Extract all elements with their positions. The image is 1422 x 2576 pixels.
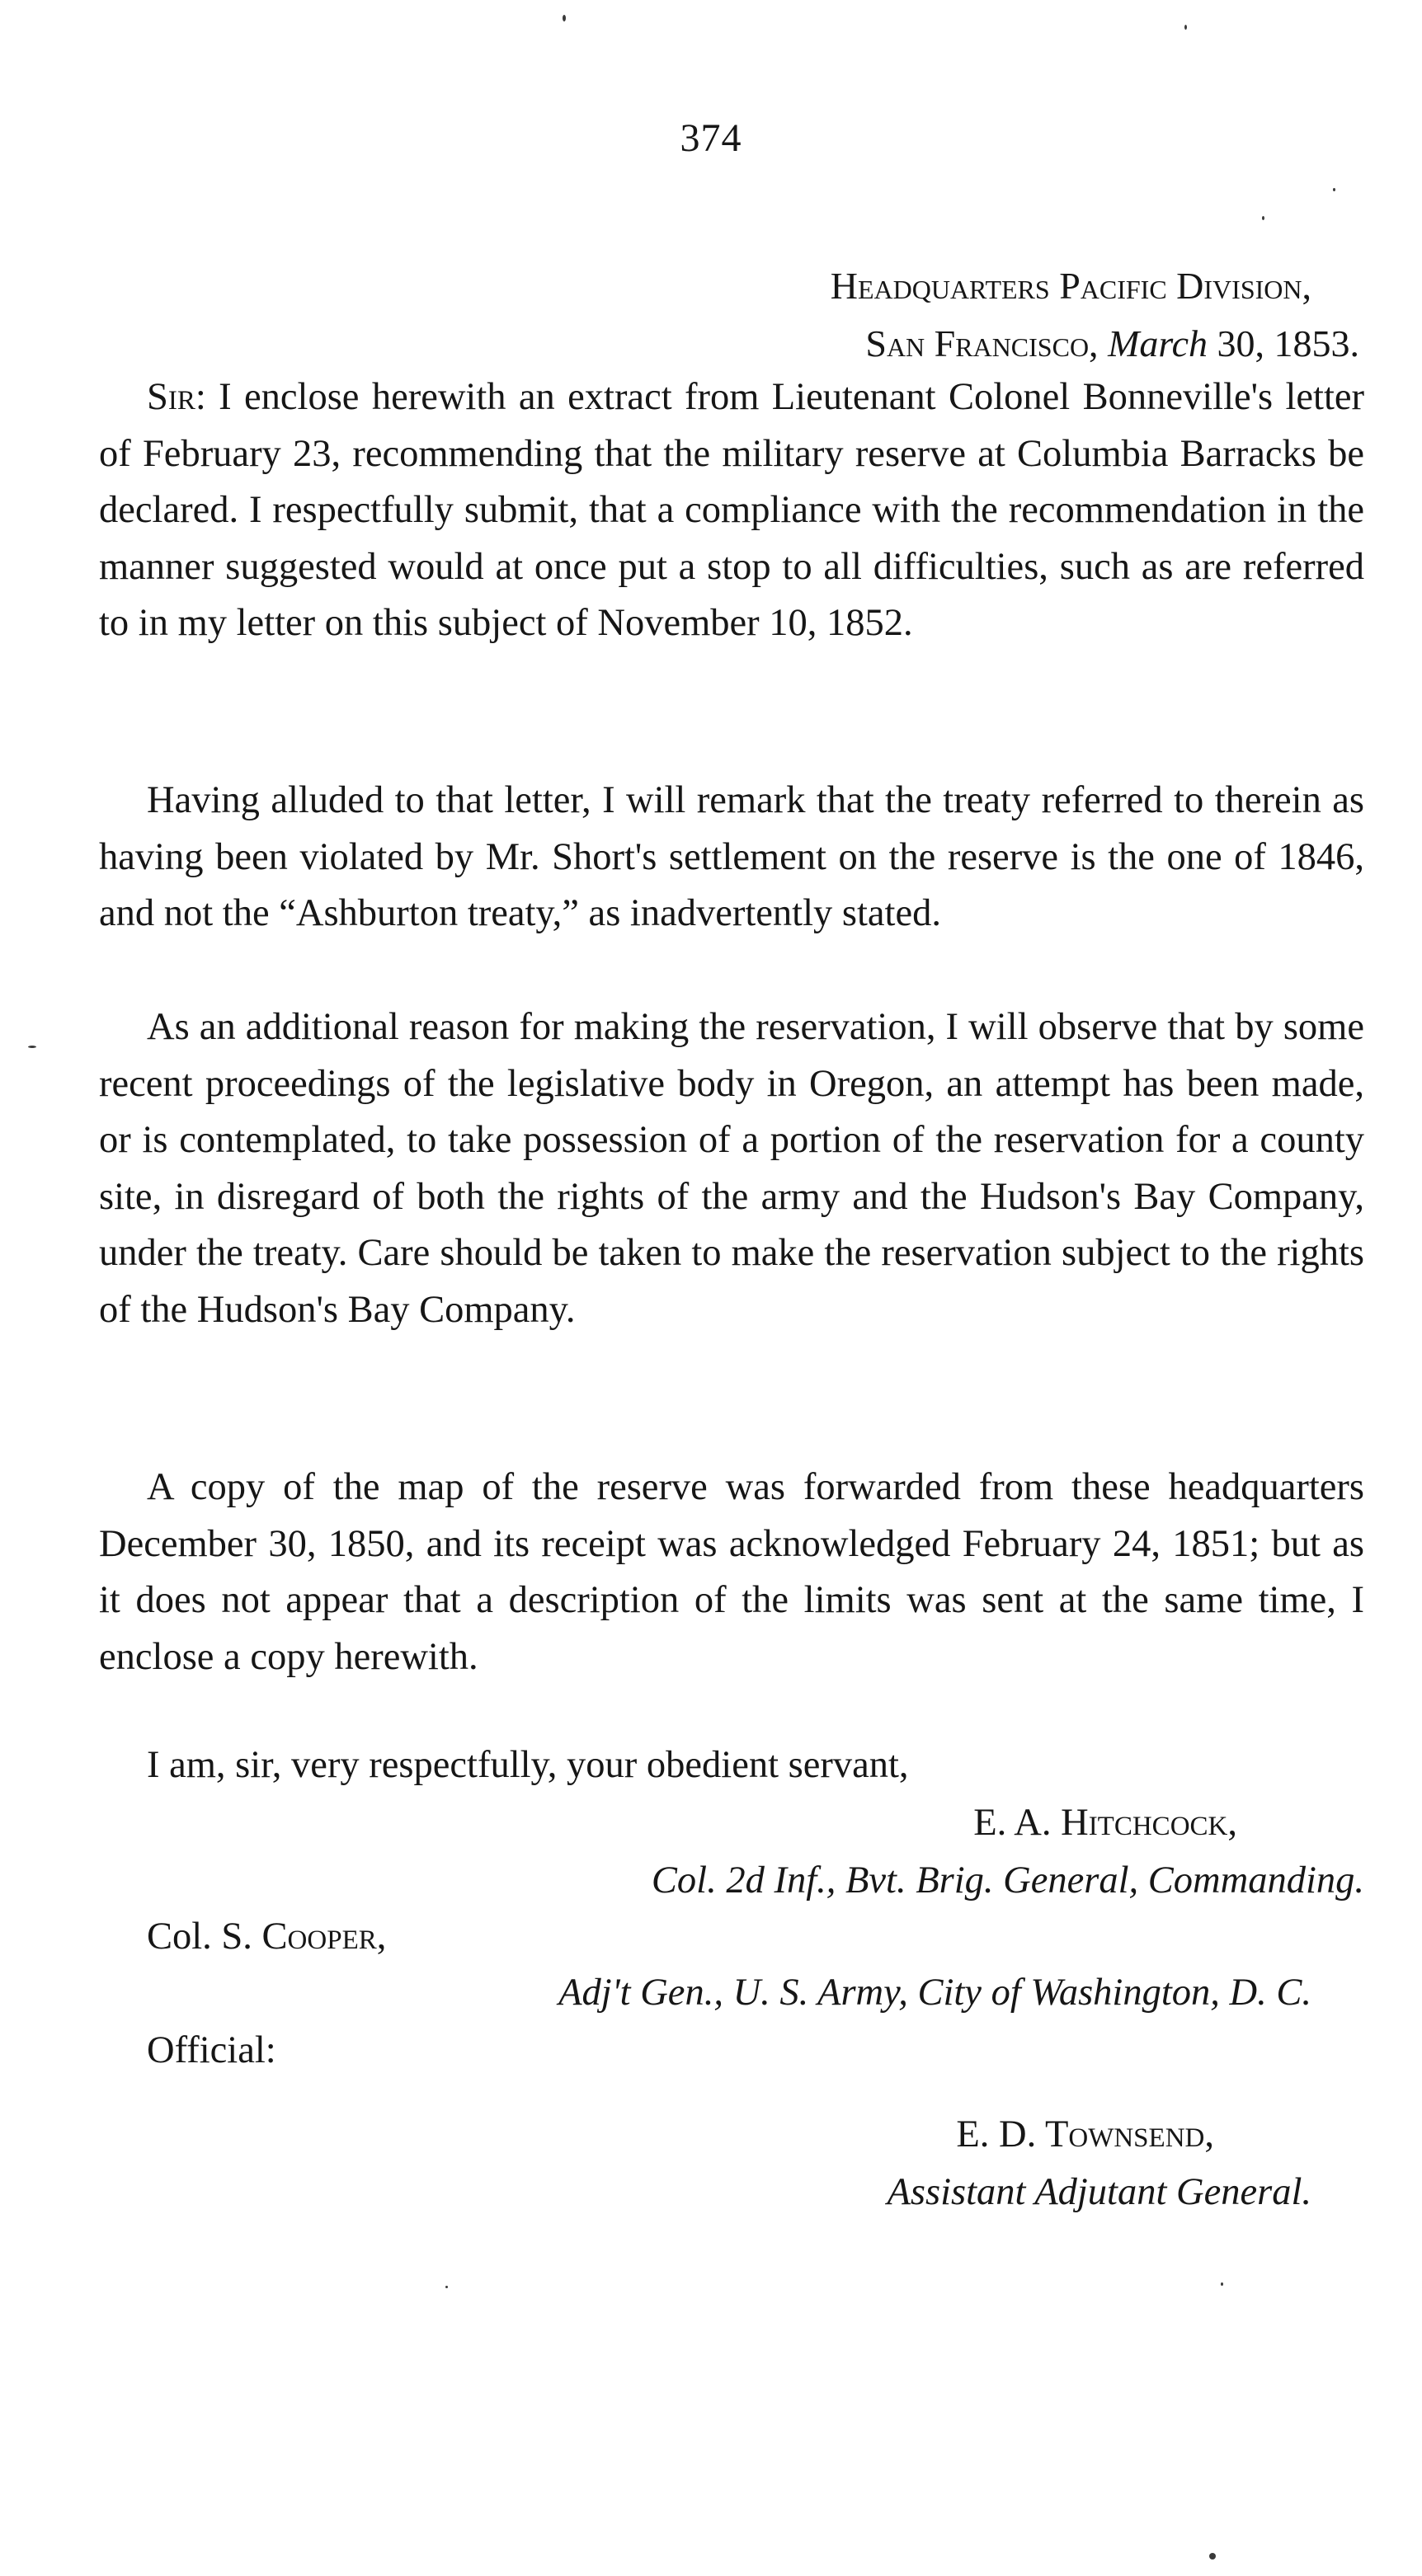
addressee-surname: Cooper, bbox=[261, 1916, 387, 1958]
official-signature-title: Assistant Adjutant General. bbox=[887, 2171, 1311, 2213]
paragraph-3-text: As an additional reason for making the reservation, I will observe that by some recent proceedings of the legislative body in Oregon, an attempt has been made, or is contemplated, to take possession of a portion of the reservation for a county site, in disregard of both the rights of the army and the Hudson's Bay Company, under the treaty. Care should be taken to make the reservation subject to the rights of the Hudson's Bay Company. bbox=[99, 1006, 1364, 1331]
addressee-prefix: Col. S. bbox=[147, 1916, 262, 1958]
heading-place: San Francisco, bbox=[865, 322, 1099, 364]
heading-month: March bbox=[1108, 322, 1208, 364]
official-signature-name: E. D. Townsend, bbox=[956, 2113, 1214, 2155]
letter-heading-division: Headquarters Pacific Division, bbox=[830, 265, 1311, 307]
paragraph-2 bbox=[99, 773, 1364, 942]
signature-title: Col. 2d Inf., Bvt. Brig. General, Commanding. bbox=[651, 1859, 1364, 1901]
closing-line: I am, sir, very respectfully, your obedient servant, bbox=[147, 1744, 909, 1786]
paragraph-1-text: I enclose herewith an extract from Lieutenant Colonel Bonneville's letter of February 23, recommending that the military reserve at Columbia Barracks be declared. I respectfully submit, that a compliance with the recommendation in the manner suggested would at once put a stop to all difficulties, such as are referred to in my letter on this subject of November 10, 1852. bbox=[99, 376, 1364, 645]
scan-speck bbox=[1262, 216, 1264, 220]
scan-speck bbox=[1209, 2553, 1216, 2560]
paragraph-4 bbox=[99, 1460, 1364, 1685]
paragraph-2-text: Having alluded to that letter, I will remark that the treaty referred to therein as having been violated by Mr. Short's settlement on the reserve is the one of 1846, and not the “Ashburton treaty,” as inadvertently stated. bbox=[99, 779, 1364, 935]
addressee-name bbox=[147, 1915, 386, 1958]
scan-speck bbox=[445, 2286, 448, 2288]
scan-speck bbox=[1184, 25, 1187, 30]
heading-date: 30, 1853. bbox=[1208, 322, 1359, 364]
addressee-title: Adj't Gen., U. S. Army, City of Washington, D. C. bbox=[558, 1972, 1311, 2014]
page-number: 374 bbox=[680, 116, 742, 160]
signature-name: E. A. Hitchcock, bbox=[973, 1802, 1237, 1844]
letter-heading-place-date bbox=[865, 322, 1359, 365]
scan-speck bbox=[563, 15, 566, 21]
scan-speck bbox=[28, 1046, 36, 1048]
scan-speck bbox=[1333, 188, 1335, 191]
salutation: Sir: bbox=[147, 376, 206, 418]
paragraph-1 bbox=[99, 369, 1364, 652]
official-label: Official: bbox=[147, 2029, 276, 2071]
paragraph-3 bbox=[99, 999, 1364, 1339]
paragraph-4-text: A copy of the map of the reserve was forwarded from these headquarters December 30, 1850, and its receipt was acknowledged February 24, 1851; but as it does not appear that a description of the limits was sent at the same time, I enclose a copy herewith. bbox=[99, 1466, 1364, 1678]
scan-speck bbox=[1221, 2282, 1223, 2286]
